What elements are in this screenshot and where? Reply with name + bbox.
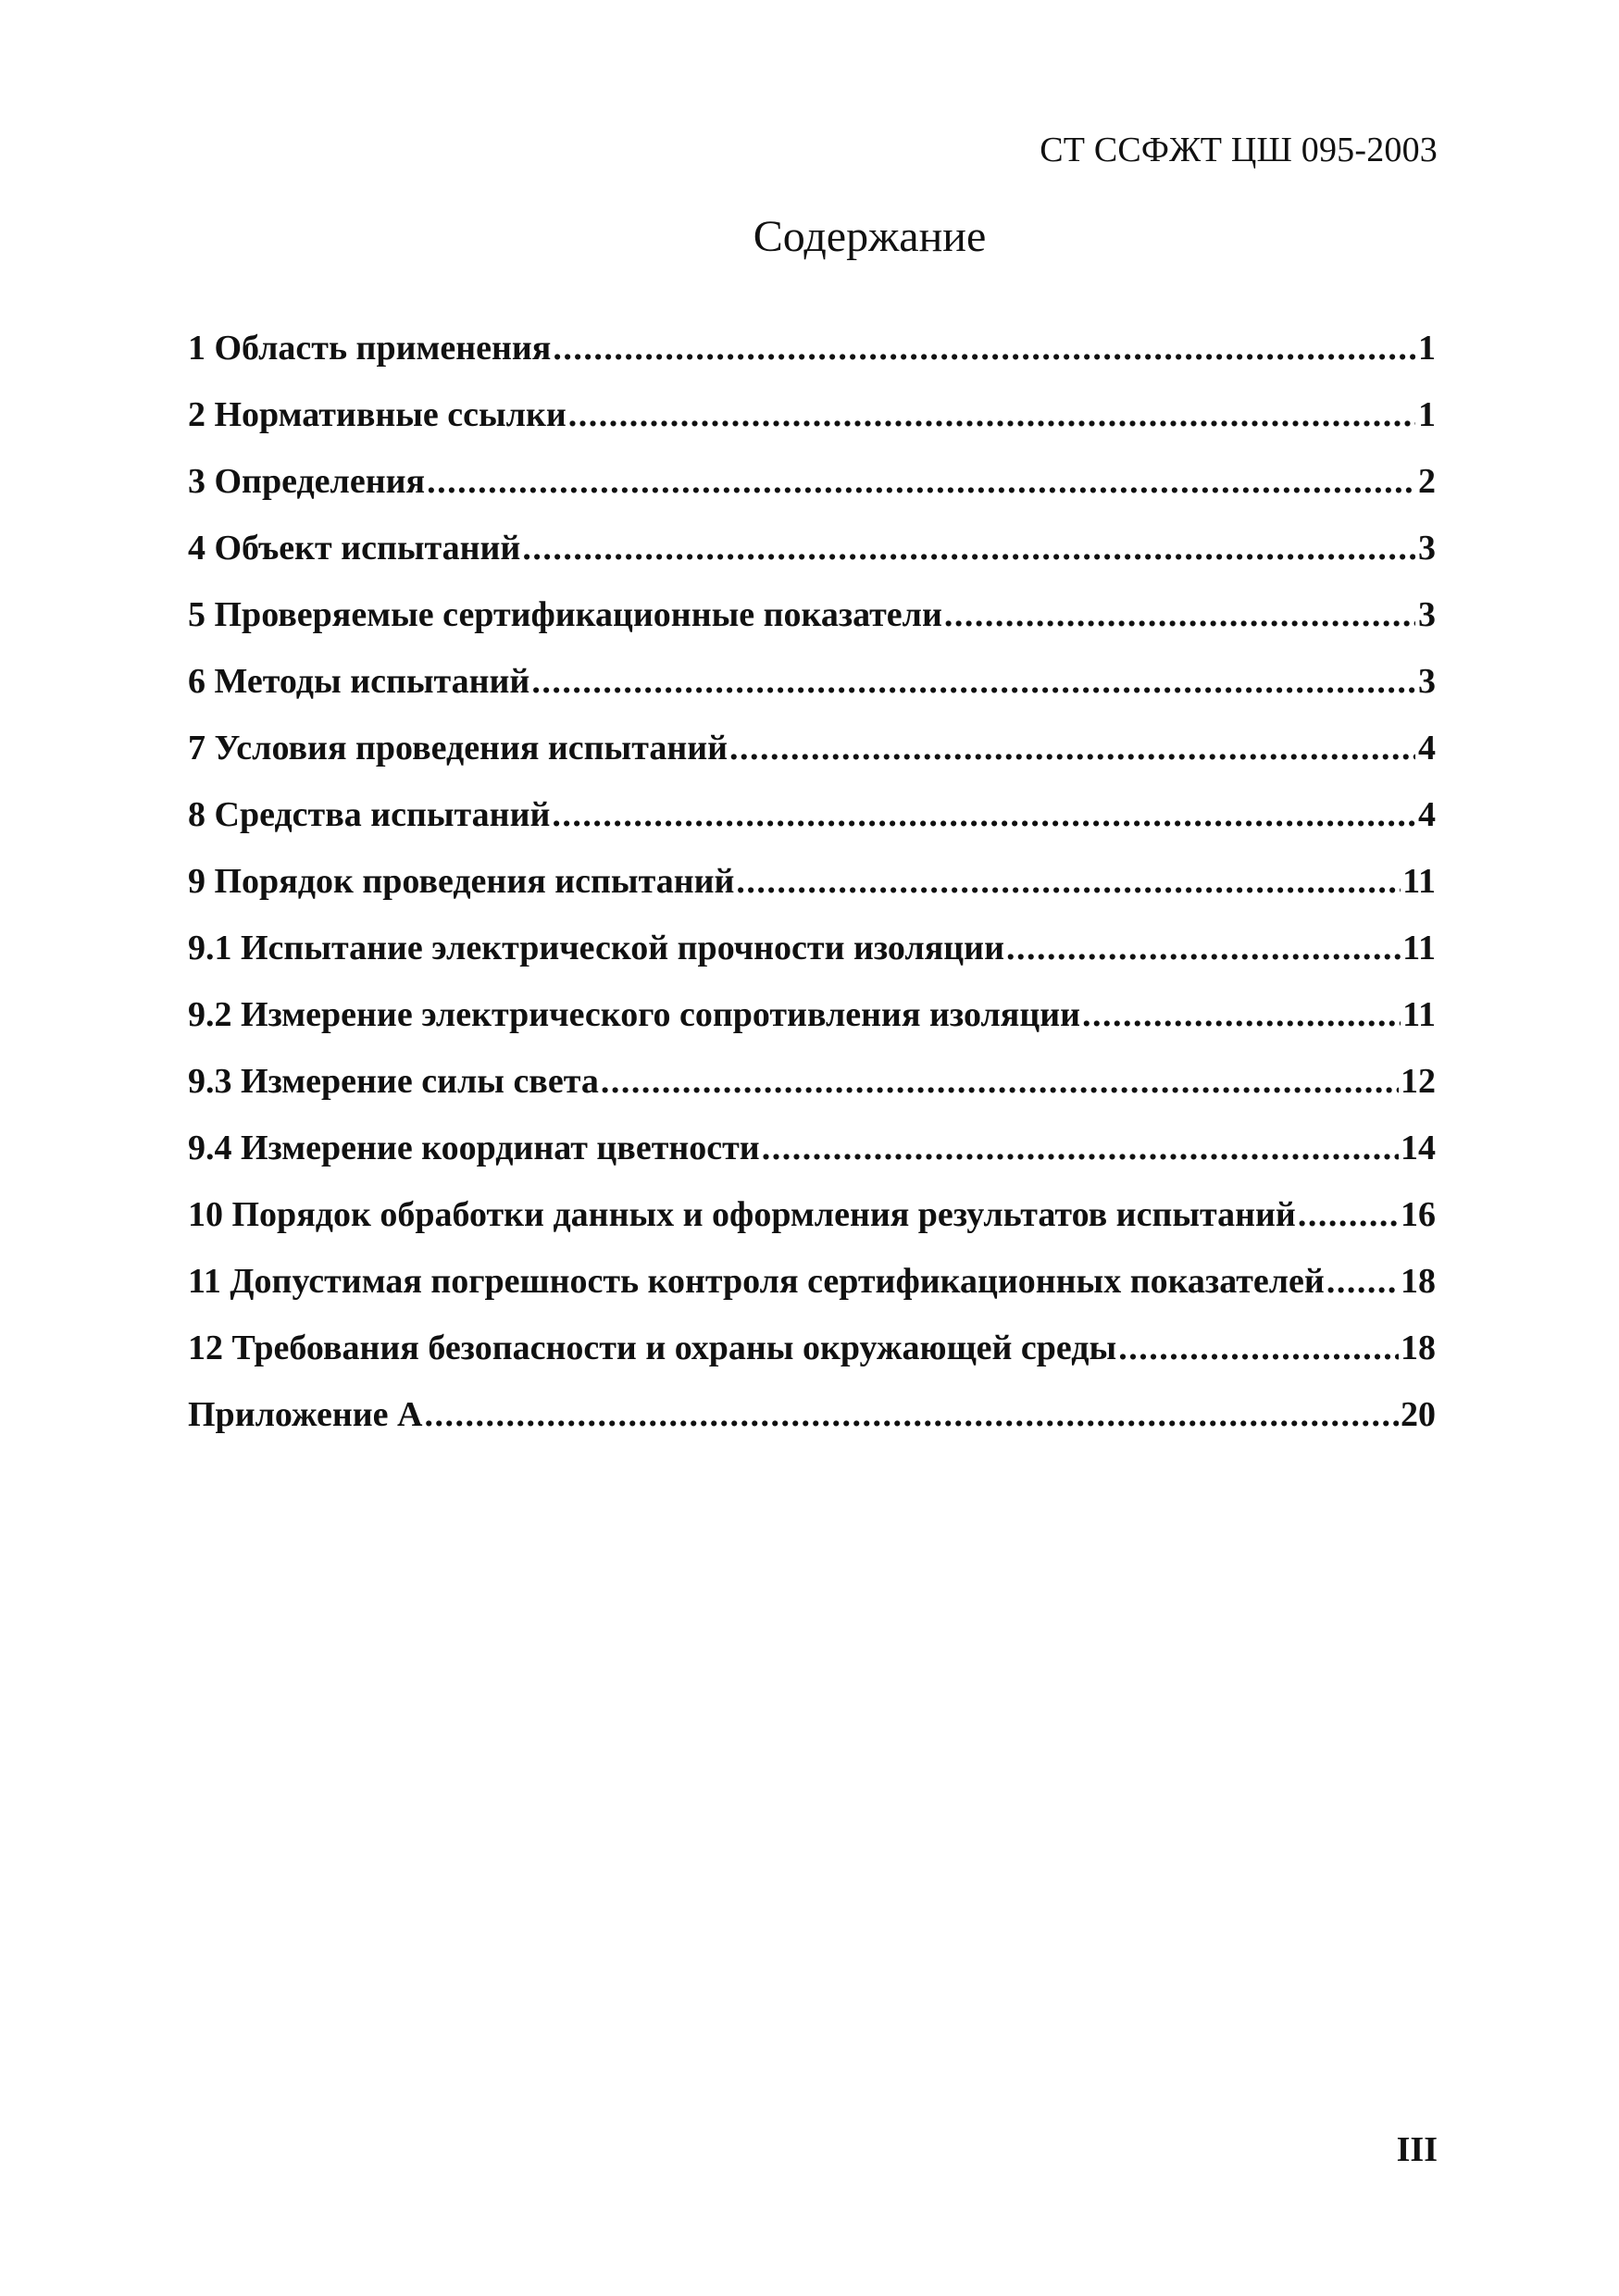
toc-entry-label: 8 Средства испытаний [188,795,551,834]
page-number: III [1396,2130,1438,2169]
toc-entry [188,1194,1436,1261]
toc-entry [188,1128,1436,1194]
toc-entry [188,861,1436,928]
toc-entry-label: 11 Допустимая погрешность контроля сертификационных показателей [188,1262,1325,1301]
toc-leader-dots [729,728,1415,768]
toc-entry-label: 9.4 Измерение координат цветности [188,1129,760,1167]
toc-entry-label: 6 Методы испытаний [188,662,530,701]
toc-entry [188,394,1436,461]
toc-leader-dots [424,1394,1399,1435]
toc-entry-page: 16 [1401,1195,1436,1234]
toc-leader-dots [762,1128,1399,1168]
toc-entry-page: 3 [1418,529,1436,568]
toc-entry-label: 2 Нормативные ссылки [188,395,567,434]
toc-entry-label: 9.2 Измерение электрического сопротивления изоляции [188,995,1081,1034]
toc-leader-dots [552,794,1415,835]
toc-entry-label: 9 Порядок проведения испытаний [188,862,735,901]
toc-entry [188,461,1436,528]
table-of-contents [188,328,1436,1461]
toc-entry-page: 4 [1418,795,1436,834]
toc-leader-dots [553,328,1415,368]
document-code: СТ ССФЖТ ЦШ 095-2003 [1040,131,1438,169]
toc-entry-label: 1 Область применения [188,329,552,368]
toc-entry [188,594,1436,661]
toc-entry-page: 4 [1418,729,1436,767]
page-title: Содержание [753,212,987,261]
toc-leader-dots [1298,1194,1399,1235]
toc-leader-dots [568,394,1415,435]
toc-entry-page: 1 [1418,329,1436,368]
toc-leader-dots [944,594,1415,635]
toc-leader-dots [1118,1328,1399,1368]
toc-entry-page: 18 [1401,1262,1436,1301]
toc-entry [188,794,1436,861]
toc-entry [188,994,1436,1061]
toc-entry-label: 3 Определения [188,462,426,501]
toc-entry-page: 3 [1418,595,1436,634]
toc-entry-label: 10 Порядок обработки данных и оформления результатов испытаний [188,1195,1296,1234]
toc-entry-label: 7 Условия проведения испытаний [188,729,729,767]
toc-entry-label: 5 Проверяемые сертификационные показатели [188,595,942,634]
toc-leader-dots [736,861,1401,902]
toc-entry-page: 14 [1401,1129,1436,1167]
toc-entry-page: 3 [1418,662,1436,701]
toc-leader-dots [601,1061,1399,1102]
toc-leader-dots [522,528,1415,568]
toc-entry [188,1328,1436,1394]
toc-entry [188,728,1436,794]
toc-entry-page: 1 [1418,395,1436,434]
toc-entry-page: 2 [1418,462,1436,501]
toc-entry [188,928,1436,994]
toc-entry [188,328,1436,394]
toc-entry-label: 4 Объект испытаний [188,529,521,568]
toc-entry-page: 18 [1401,1329,1436,1367]
toc-leader-dots [427,461,1415,502]
toc-leader-dots [531,661,1415,702]
toc-entry-page: 20 [1401,1395,1436,1434]
toc-leader-dots [1082,994,1401,1035]
toc-entry-label: Приложение А [188,1395,423,1434]
toc-entry-label: 12 Требования безопасности и охраны окружающей среды [188,1329,1117,1367]
toc-entry [188,528,1436,594]
toc-entry-page: 12 [1401,1062,1436,1101]
toc-entry-page: 11 [1402,929,1436,967]
toc-entry [188,1394,1436,1461]
toc-entry-page: 11 [1402,862,1436,901]
toc-entry [188,661,1436,728]
toc-entry-page: 11 [1402,995,1436,1034]
toc-leader-dots [1326,1261,1399,1302]
toc-entry-label: 9.1 Испытание электрической прочности изоляции [188,929,1004,967]
toc-entry [188,1261,1436,1328]
toc-entry-label: 9.3 Измерение силы света [188,1062,599,1101]
toc-leader-dots [1006,928,1401,968]
toc-entry [188,1061,1436,1128]
